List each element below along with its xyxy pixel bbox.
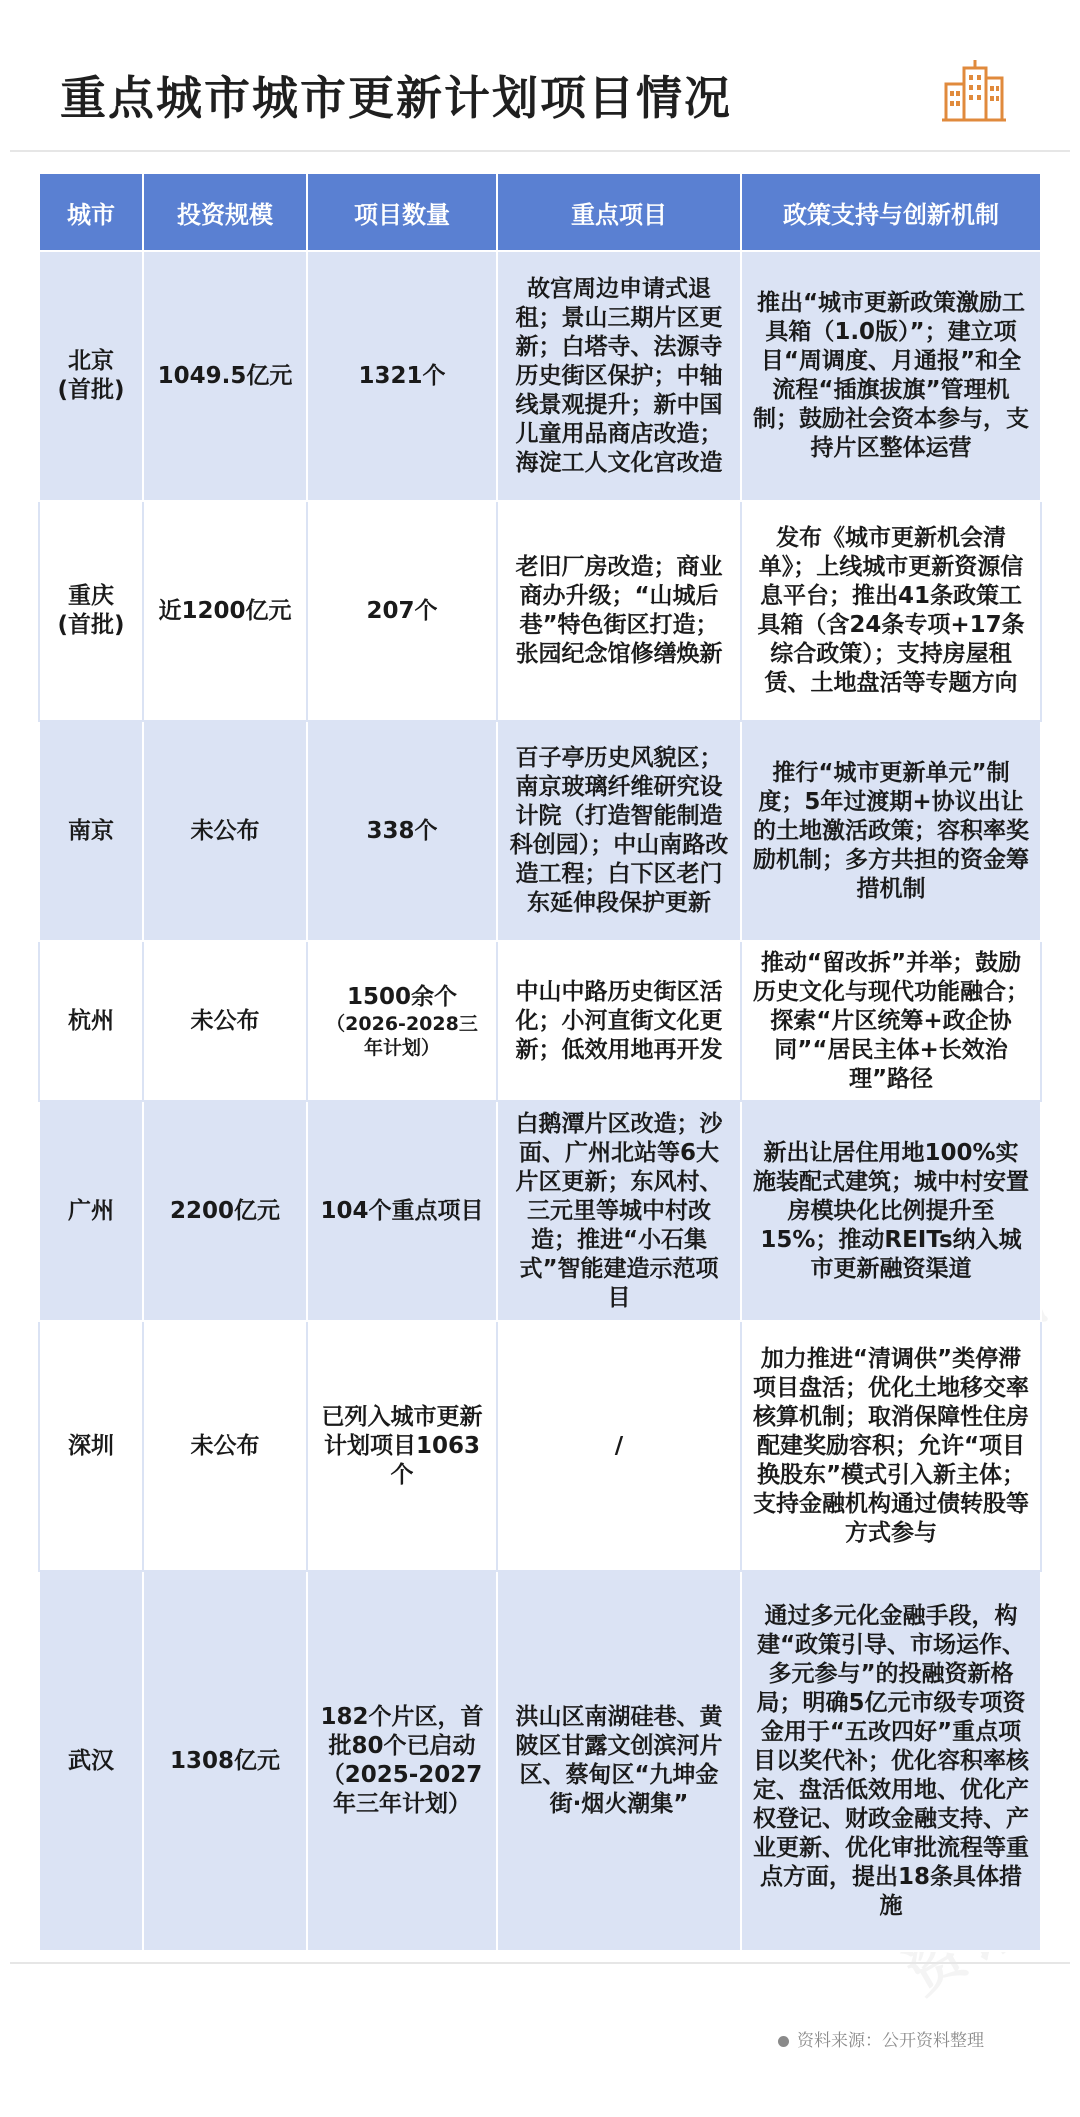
cell-policy-text: 加力推进“清调供”类停滞项目盘活；优化土地移交率核算机制；取消保障性住房配建奖励容积；允许“项目换股东”模式引入新主体；支持金融机构通过债转股等方式参与 [753, 1345, 1029, 1546]
cell-policy-text: 推出“城市更新政策激励工具箱（1.0版）”；建立项目“周调度、月通报”和全流程“插旗拔旗”管理机制；鼓励社会资本参与，支持片区整体运营 [753, 290, 1029, 461]
cell-investment [143, 941, 307, 1101]
table-row [39, 1321, 1041, 1571]
cell-city [39, 721, 143, 941]
cell-investment-text: 近1200亿元 [158, 597, 292, 624]
cell-projects [497, 1101, 741, 1321]
column-header-policy: 政策支持与创新机制 [741, 173, 1041, 251]
cell-count-note: （2026-2028三年计划） [326, 1012, 478, 1059]
cell-policy [741, 251, 1041, 501]
table-row [39, 941, 1041, 1101]
cell-policy [741, 941, 1041, 1101]
bullet-dot-icon [778, 2036, 789, 2047]
cell-investment-text: 2200亿元 [169, 1197, 280, 1224]
cell-count [307, 1321, 497, 1571]
cell-policy-text: 通过多元化金融手段，构建“政策引导、市场运作、多元参与”的投融资新格局；明确5亿元市级专项资金用于“五改四好”重点项目以奖代补；优化容积率核定、盘活低效用地、优化产权登记、财政金融支持、产业更新、优化审批流程等重点方面，提出18条具体措施 [753, 1602, 1029, 1919]
table-row [39, 501, 1041, 721]
cell-city [39, 1321, 143, 1571]
cell-investment-text: 未公布 [190, 817, 260, 844]
cell-count [307, 1571, 497, 1951]
cell-investment [143, 1321, 307, 1571]
cell-count [307, 251, 497, 501]
cell-count-text: 1321个 [358, 362, 446, 389]
table-row [39, 1101, 1041, 1321]
cell-investment [143, 721, 307, 941]
source-label: 资料来源：公开资料整理 [797, 2031, 984, 2051]
cell-city-text: 广州 [68, 1197, 114, 1224]
cell-count-text: 338个 [366, 817, 438, 844]
cell-count-text: 182个片区，首批80个已启动（2025-2027年三年计划） [320, 1704, 484, 1817]
page-title: 重点城市城市更新计划项目情况 [60, 71, 732, 125]
cell-investment [143, 501, 307, 721]
cell-investment-text: 未公布 [190, 1007, 260, 1034]
cell-city-text: 武汉 [68, 1747, 114, 1774]
cell-projects-text: 白鹅潭片区改造；沙面、广州北站等6大片区更新；东风村、三元里等城中村改造；推进“小石集式”智能建造示范项目 [515, 1110, 723, 1311]
cell-city-text: 杭州 [68, 1007, 114, 1034]
cell-projects [497, 251, 741, 501]
cell-policy [741, 1101, 1041, 1321]
cell-policy [741, 501, 1041, 721]
cell-projects [497, 1571, 741, 1951]
cell-count-text: 104个重点项目 [320, 1197, 484, 1224]
cell-policy [741, 1571, 1041, 1951]
footer-divider [10, 1962, 1070, 1964]
city-renewal-table [38, 172, 1042, 1952]
cell-city-text: 南京 [68, 817, 114, 844]
cell-projects [497, 501, 741, 721]
cell-policy [741, 1321, 1041, 1571]
cell-policy-text: 推行“城市更新单元”制度；5年过渡期+协议出让的土地激活政策；容积率奖励机制；多方共担的资金筹措机制 [753, 759, 1029, 902]
page-header [0, 0, 1080, 152]
cell-city [39, 251, 143, 501]
cell-projects-text: / [614, 1432, 624, 1459]
cell-investment [143, 251, 307, 501]
cell-count-text: 207个 [366, 597, 438, 624]
cell-investment [143, 1571, 307, 1951]
source-note [778, 2026, 984, 2051]
cell-count [307, 721, 497, 941]
cell-projects [497, 721, 741, 941]
cell-projects-text: 故宫周边申请式退租；景山三期片区更新；白塔寺、法源寺历史街区保护；中轴线景观提升；新中国儿童用品商店改造；海淀工人文化宫改造 [515, 275, 723, 476]
table-row [39, 251, 1041, 501]
column-header-city: 城市 [39, 173, 143, 251]
cell-policy-text: 发布《城市更新机会清单》；上线城市更新资源信息平台；推出41条政策工具箱（含24条专项+17条综合政策）；支持房屋租赁、土地盘活等专题方向 [757, 525, 1025, 696]
cell-projects-text: 百子亭历史风貌区；南京玻璃纤维研究设计院（打造智能制造科创园）；中山南路改造工程；白下区老门东延伸段保护更新 [509, 745, 729, 916]
cell-investment [143, 1101, 307, 1321]
cell-city [39, 941, 143, 1101]
buildings-icon [940, 58, 1008, 124]
column-header-projects: 重点项目 [497, 173, 741, 251]
cell-count [307, 941, 497, 1101]
header-divider [10, 150, 1070, 152]
column-header-count: 项目数量 [307, 173, 497, 251]
cell-investment-text: 1308亿元 [169, 1747, 280, 1774]
table-row [39, 721, 1041, 941]
cell-city-text: 北京 (首批) [57, 348, 125, 403]
cell-city [39, 1101, 143, 1321]
cell-city-text: 重庆 (首批) [57, 583, 125, 638]
cell-investment-text: 未公布 [190, 1432, 260, 1459]
cell-count-text: 1500余个 [346, 983, 457, 1010]
cell-projects [497, 941, 741, 1101]
cell-count [307, 1101, 497, 1321]
table-header-row [39, 173, 1041, 251]
cell-policy-text: 推动“留改拆”并举；鼓励历史文化与现代功能融合；探索“片区统筹+政企协同”“居民主体+长效治理”路径 [753, 949, 1029, 1092]
cell-policy-text: 新出让居住用地100%实施装配式建筑；城中村安置房模块化比例提升至15%；推动REITs纳入城市更新融资渠道 [753, 1139, 1029, 1282]
cell-city-text: 深圳 [68, 1432, 114, 1459]
cell-policy [741, 721, 1041, 941]
cell-projects-text: 老旧厂房改造；商业商办升级；“山城后巷”特色街区打造；张园纪念馆修缮焕新 [515, 554, 723, 667]
cell-projects-text: 洪山区南湖硅巷、黄陂区甘露文创滨河片区、蔡甸区“九坤金街·烟火潮集” [515, 1704, 723, 1817]
cell-projects-text: 中山中路历史街区活化；小河直街文化更新；低效用地再开发 [515, 978, 723, 1063]
column-header-investment: 投资规模 [143, 173, 307, 251]
cell-count-text: 已列入城市更新计划项目1063个 [321, 1403, 483, 1488]
table-row [39, 1571, 1041, 1951]
cell-count [307, 501, 497, 721]
cell-investment-text: 1049.5亿元 [157, 362, 293, 389]
cell-projects [497, 1321, 741, 1571]
cell-city [39, 501, 143, 721]
cell-city [39, 1571, 143, 1951]
